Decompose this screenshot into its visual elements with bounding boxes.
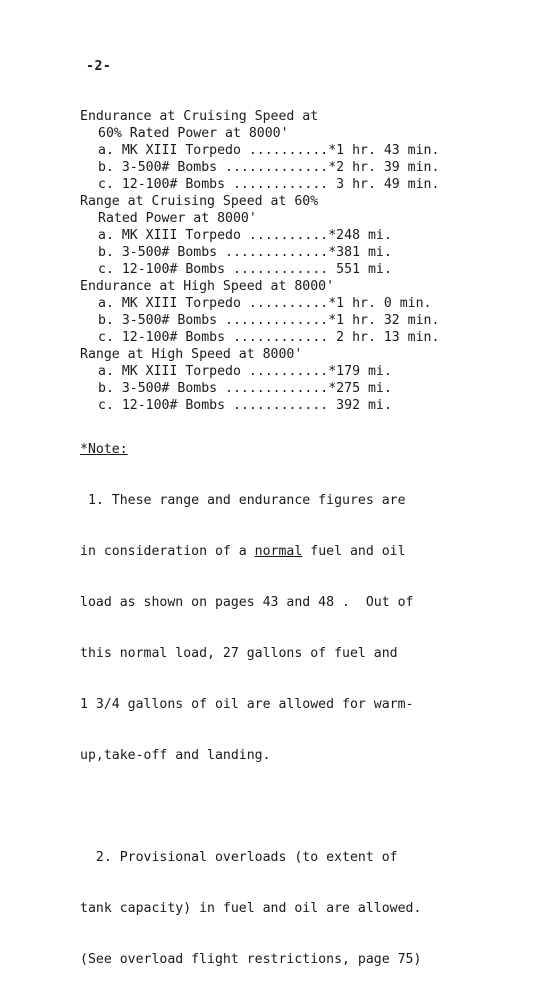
section-high-speed-range: [80, 346, 480, 414]
list-item: c. 12-100# Bombs ............ 392 mi.: [98, 398, 392, 413]
note-line: 1. These range and endurance figures are: [80, 493, 406, 508]
section-heading: Endurance at High Speed at 8000': [80, 279, 335, 294]
section-cruising-range: [80, 193, 480, 278]
note-paragraph-1: [80, 458, 480, 798]
note-line: this normal load, 27 gallons of fuel and: [80, 646, 398, 661]
section-heading: Range at High Speed at 8000': [80, 347, 303, 362]
note-line: (See overload flight restrictions, page 75): [80, 952, 422, 967]
footnote: [80, 441, 480, 1002]
section-heading: Range at Cruising Speed at 60%: [80, 194, 319, 209]
list-item: a. MK XIII Torpedo ..........*179 mi.: [98, 364, 392, 379]
note-line: load as shown on pages 43 and 48 . Out of: [80, 595, 414, 610]
list-item: c. 12-100# Bombs ............ 3 hr. 49 min.: [98, 177, 440, 192]
list-item: b. 3-500# Bombs .............*1 hr. 32 min.: [98, 313, 440, 328]
page-number: -2-: [86, 59, 112, 74]
note-title: [80, 441, 480, 458]
section-subheading: Rated Power at 8000': [98, 211, 257, 226]
note-line: [80, 543, 480, 560]
list-item: c. 12-100# Bombs ............ 2 hr. 13 min.: [98, 330, 440, 345]
section-heading: Endurance at Cruising Speed at: [80, 109, 319, 124]
underlined-word: normal: [254, 544, 303, 559]
section-high-speed-endurance: [80, 278, 480, 346]
specifications-list: [80, 108, 480, 414]
note-line: 1 3/4 gallons of oil are allowed for warm-: [80, 697, 414, 712]
list-item: c. 12-100# Bombs ............ 551 mi.: [98, 262, 392, 277]
note-paragraph-2: [80, 815, 480, 1002]
note-title-text: *Note:: [80, 442, 128, 457]
note-line: up,take-off and landing.: [80, 748, 271, 763]
list-item: a. MK XIII Torpedo ..........*1 hr. 43 min.: [98, 143, 440, 158]
list-item: a. MK XIII Torpedo ..........*1 hr. 0 min.: [98, 296, 432, 311]
section-cruising-endurance: [80, 108, 480, 193]
note-line-text: in consideration of a: [80, 544, 255, 559]
list-item: a. MK XIII Torpedo ..........*248 mi.: [98, 228, 392, 243]
list-item: b. 3-500# Bombs .............*2 hr. 39 min.: [98, 160, 440, 175]
note-line-text: fuel and oil: [302, 544, 406, 559]
note-line: 2. Provisional overloads (to extent of: [80, 850, 398, 865]
note-line: tank capacity) in fuel and oil are allowed.: [80, 901, 422, 916]
section-subheading: 60% Rated Power at 8000': [98, 126, 289, 141]
list-item: b. 3-500# Bombs .............*275 mi.: [98, 381, 392, 396]
list-item: b. 3-500# Bombs .............*381 mi.: [98, 245, 392, 260]
